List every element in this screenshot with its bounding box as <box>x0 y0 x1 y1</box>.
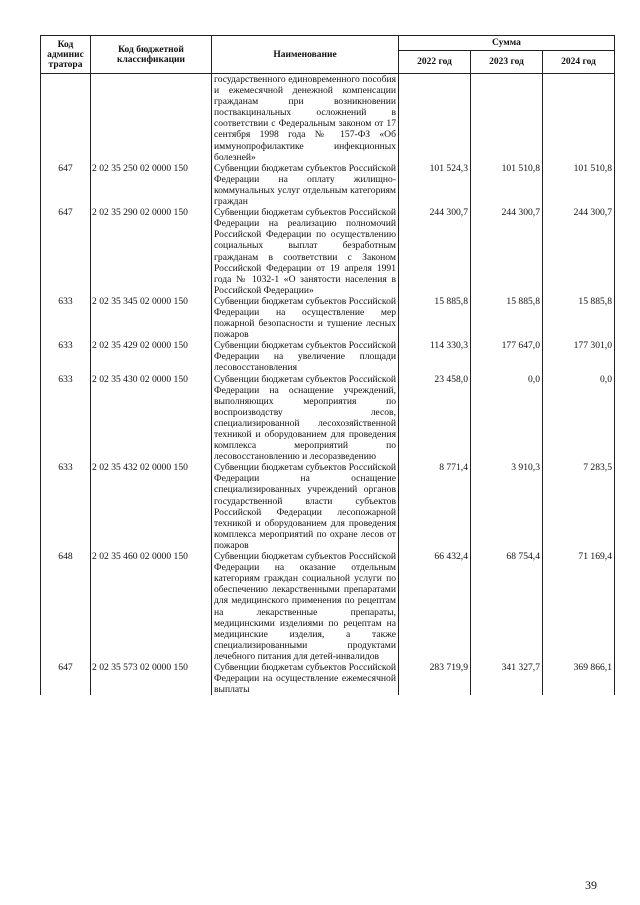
row-sum-2022: 101 524,3 <box>399 163 471 207</box>
row-name: Субвенции бюджетам субъектов Российской Федерации на осуществление мер пожарной безопасности и тушение лесных пожаров <box>212 296 399 340</box>
row-name: Субвенции бюджетам субъектов Российской Федерации на увеличение площади лесовосстановления <box>212 340 399 373</box>
row-name: Субвенции бюджетам субъектов Российской Федерации на осуществление ежемесячной выплаты <box>212 662 399 695</box>
row-admin-code: 633 <box>41 462 91 551</box>
row-admin-code: 648 <box>41 551 91 662</box>
header-year-2024: 2024 год <box>543 51 615 74</box>
row-admin-code: 647 <box>41 662 91 695</box>
row-admin-code <box>41 74 91 163</box>
row-name: Субвенции бюджетам субъектов Российской Федерации на оснащение специализированных учреждений органов государственной власти субъектов Российской Федерации лесопожарной техникой и оборудованием для проведения комплекса мероприятий по охране лесов от пожаров <box>212 462 399 551</box>
budget-table-sheet <box>40 35 615 695</box>
row-sum-2024: 7 283,5 <box>543 462 615 551</box>
row-sum-2023: 341 327,7 <box>471 662 543 695</box>
row-budget-code: 2 02 35 345 02 0000 150 <box>91 296 212 340</box>
row-name: Субвенции бюджетам субъектов Российской Федерации на оснащение учреждений, выполняющих мероприятия по воспроизводству лесов, специализированной лесохозяйственной техникой и оборудованием для проведения комплекса мероприятий по лесовосстановлению и лесоразведению <box>212 374 399 463</box>
row-budget-code: 2 02 35 250 02 0000 150 <box>91 163 212 207</box>
header-year-2023: 2023 год <box>471 51 543 74</box>
row-sum-2024: 71 169,4 <box>543 551 615 662</box>
row-sum-2023: 68 754,4 <box>471 551 543 662</box>
row-sum-2022: 8 771,4 <box>399 462 471 551</box>
header-sum: Сумма <box>399 36 615 51</box>
row-sum-2023: 244 300,7 <box>471 207 543 296</box>
row-sum-2024: 0,0 <box>543 374 615 463</box>
row-sum-2024: 15 885,8 <box>543 296 615 340</box>
row-budget-code: 2 02 35 430 02 0000 150 <box>91 374 212 463</box>
row-budget-code: 2 02 35 432 02 0000 150 <box>91 462 212 551</box>
row-sum-2023: 101 510,8 <box>471 163 543 207</box>
row-sum-2024 <box>543 74 615 163</box>
table-row <box>41 163 615 207</box>
row-name: государственного единовременного пособия и ежемесячной денежной компенсации гражданам при возникновении поствакцинальных осложнений в соответствии с Федеральным законом от 17 сентября 1998 года № 157-ФЗ «Об иммунопрофилактике инфекционных болезней» <box>212 74 399 163</box>
header-budget-code: Код бюджетной классификации <box>91 36 212 74</box>
row-sum-2023 <box>471 74 543 163</box>
table-row <box>41 662 615 695</box>
row-budget-code: 2 02 35 429 02 0000 150 <box>91 340 212 373</box>
row-sum-2024: 244 300,7 <box>543 207 615 296</box>
row-budget-code: 2 02 35 573 02 0000 150 <box>91 662 212 695</box>
row-budget-code: 2 02 35 460 02 0000 150 <box>91 551 212 662</box>
row-sum-2023: 15 885,8 <box>471 296 543 340</box>
row-sum-2022: 66 432,4 <box>399 551 471 662</box>
row-sum-2023: 177 647,0 <box>471 340 543 373</box>
row-admin-code: 633 <box>41 374 91 463</box>
page-number: 39 <box>585 878 597 892</box>
row-admin-code: 633 <box>41 340 91 373</box>
table-row <box>41 340 615 373</box>
row-sum-2022: 114 330,3 <box>399 340 471 373</box>
row-name: Субвенции бюджетам субъектов Российской Федерации на реализацию полномочий Российской Федерации по осуществлению социальных выплат безработным гражданам в соответствии с Законом Российской Федерации от 19 апреля 1991 года № 1032-1 «О занятости населения в Российской Федерации» <box>212 207 399 296</box>
header-admin-code: Код админис тратора <box>41 36 91 74</box>
header-name: Наименование <box>212 36 399 74</box>
row-sum-2022: 283 719,9 <box>399 662 471 695</box>
row-admin-code: 647 <box>41 163 91 207</box>
row-sum-2023: 3 910,3 <box>471 462 543 551</box>
header-year-2022: 2022 год <box>399 51 471 74</box>
row-sum-2023: 0,0 <box>471 374 543 463</box>
row-admin-code: 633 <box>41 296 91 340</box>
budget-table <box>40 35 615 695</box>
row-sum-2022: 15 885,8 <box>399 296 471 340</box>
row-sum-2022: 23 458,0 <box>399 374 471 463</box>
row-budget-code: 2 02 35 290 02 0000 150 <box>91 207 212 296</box>
table-row <box>41 296 615 340</box>
row-sum-2024: 101 510,8 <box>543 163 615 207</box>
row-sum-2024: 369 866,1 <box>543 662 615 695</box>
row-sum-2022 <box>399 74 471 163</box>
table-body <box>41 74 615 696</box>
row-name: Субвенции бюджетам субъектов Российской Федерации на оплату жилищно-коммунальных услуг отдельным категориям граждан <box>212 163 399 207</box>
row-budget-code <box>91 74 212 163</box>
row-sum-2024: 177 301,0 <box>543 340 615 373</box>
table-row <box>41 374 615 463</box>
table-header <box>41 36 615 74</box>
table-row <box>41 74 615 163</box>
row-name: Субвенции бюджетам субъектов Российской Федерации на оказание отдельным категориям граждан социальной услуги по обеспечению лекарственными препаратами для медицинского применения по рецептам на лекарственные препараты, медицинскими изделиями по рецептам на медицинские изделия, а также специализированными продуктами лечебного питания для детей-инвалидов <box>212 551 399 662</box>
table-row <box>41 551 615 662</box>
row-admin-code: 647 <box>41 207 91 296</box>
row-sum-2022: 244 300,7 <box>399 207 471 296</box>
table-row <box>41 207 615 296</box>
table-row <box>41 462 615 551</box>
